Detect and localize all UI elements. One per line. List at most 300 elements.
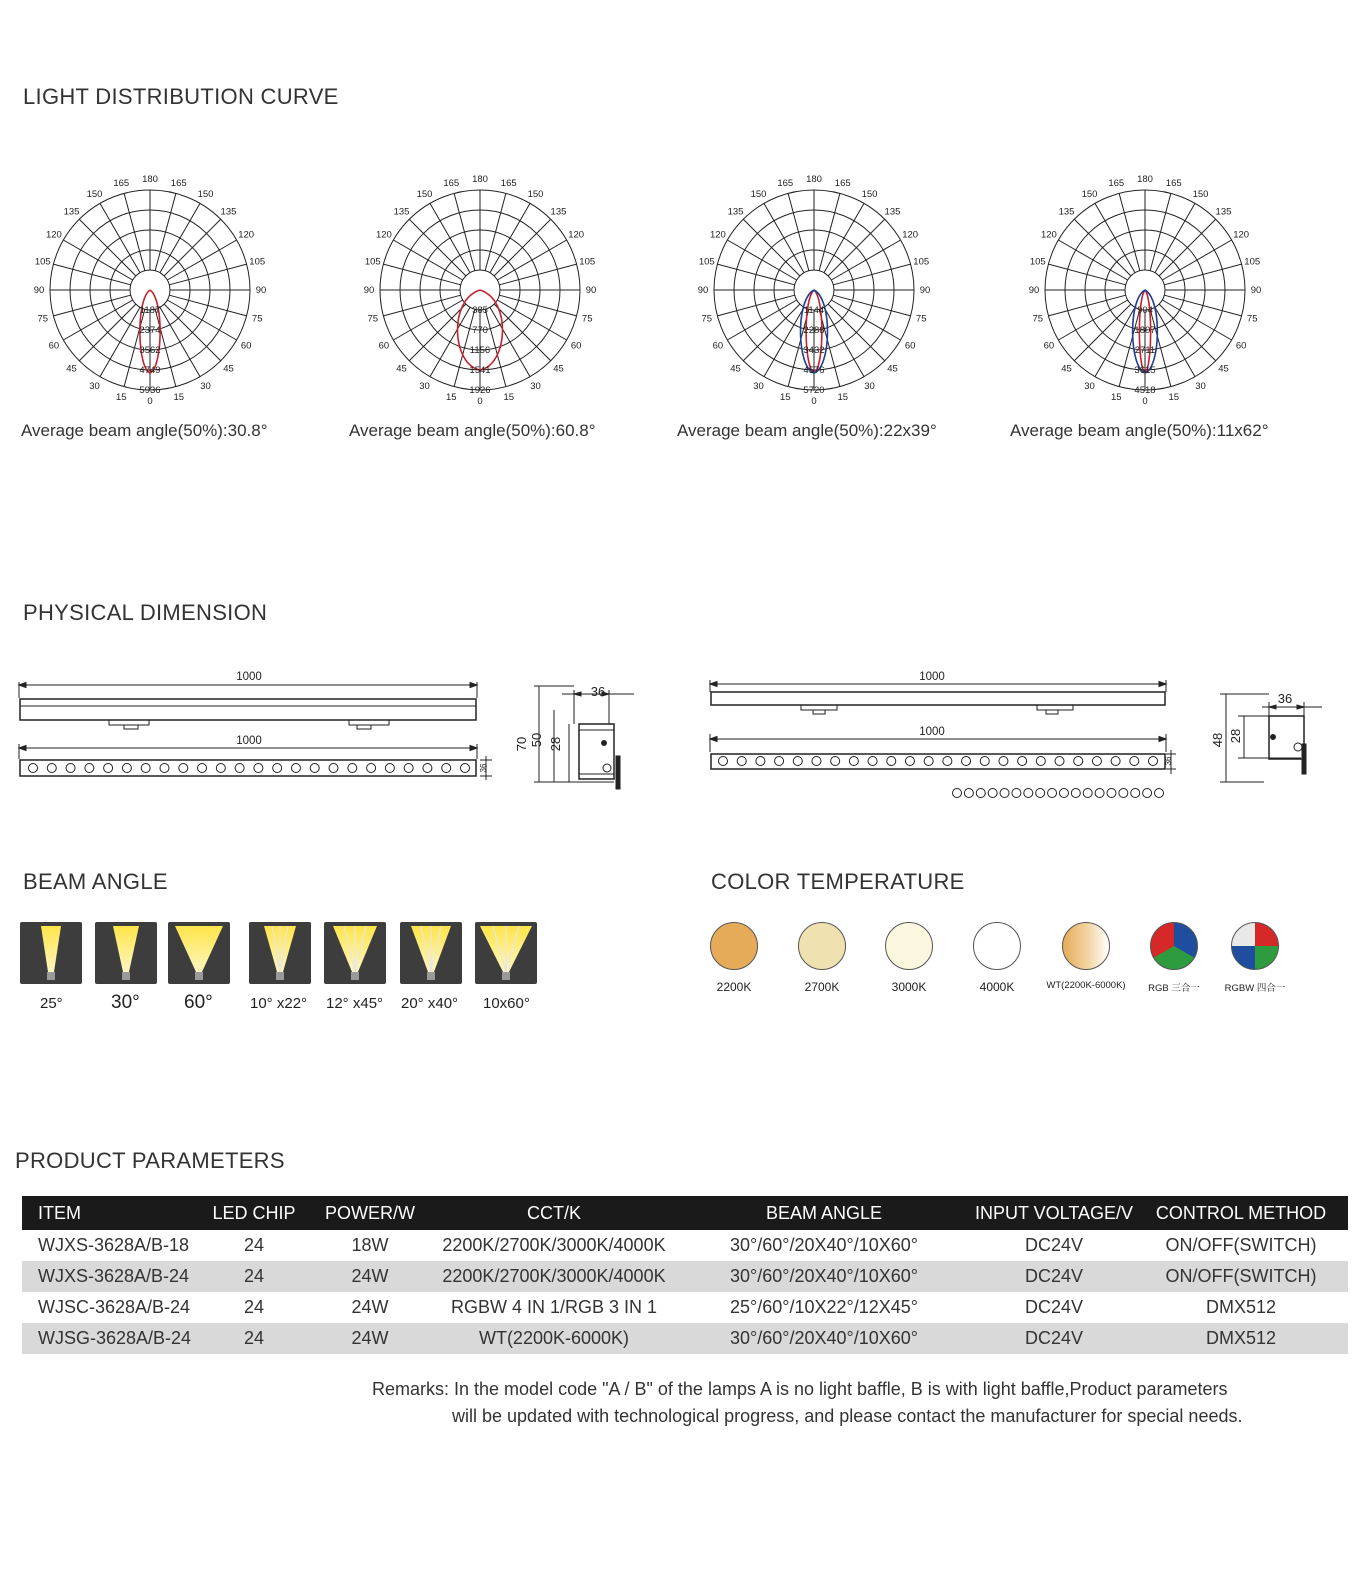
- grid-ray: [497, 240, 566, 280]
- cell-cct: 2200K/2700K/3000K/4000K: [434, 1261, 674, 1292]
- cell-control-method: DMX512: [1205, 1297, 1277, 1317]
- angle-tick-label: 150: [1192, 188, 1209, 200]
- table-row: [22, 1323, 1348, 1354]
- angle-tick-label: 75: [1032, 313, 1044, 325]
- cell-cct: 2200K/2700K/3000K/4000K: [442, 1235, 666, 1255]
- led-dot: [1036, 789, 1045, 798]
- beam-caption-2: Average beam angle(50%):60.8°: [349, 421, 596, 440]
- cct-2700k: [782, 922, 862, 994]
- cell-control-method: DMX512: [1134, 1323, 1348, 1354]
- led-dot: [988, 789, 997, 798]
- angle-tick-label: 30: [89, 381, 100, 393]
- led-dot: [924, 757, 933, 766]
- angle-tick-label: 60: [48, 340, 60, 352]
- cct-3000k: [869, 922, 949, 994]
- lamp-base: [427, 972, 435, 980]
- intensity-value: 3432: [803, 345, 825, 356]
- remarks-line-2: will be updated with technological progress, and please contact the manufacturer for special needs.: [452, 1406, 1243, 1426]
- beam-angle-title: BEAM ANGLE: [23, 869, 168, 894]
- grid-ray: [100, 307, 140, 376]
- led-dot: [1119, 789, 1128, 798]
- angle-tick-label: 45: [1061, 363, 1072, 375]
- led-dot: [104, 764, 113, 773]
- grid-ray: [764, 307, 804, 376]
- angle-tick-label: 60: [712, 340, 724, 352]
- angle-tick-label: 15: [1168, 392, 1180, 404]
- cct-label: 2700K: [804, 980, 840, 994]
- angle-tick-label: 90: [33, 285, 45, 296]
- dim-profile-width-right: 36: [1277, 691, 1293, 706]
- angle-tick-label: 45: [553, 363, 564, 375]
- grid-ray: [1058, 240, 1127, 280]
- intensity-value: 2711: [1134, 345, 1156, 356]
- grid-ray: [383, 295, 460, 316]
- cct-swatch: [885, 922, 933, 970]
- table-header-row: [22, 1196, 1348, 1230]
- cell-item: WJXS-3628A/B-24: [22, 1261, 202, 1292]
- angle-tick-label: 150: [527, 188, 544, 200]
- grid-ray: [824, 203, 864, 272]
- angle-tick-label: 15: [837, 392, 849, 404]
- grid-ray: [1074, 219, 1131, 276]
- grid-ray: [1048, 264, 1125, 285]
- angle-tick-label: 45: [730, 363, 741, 375]
- led-dot: [1055, 757, 1064, 766]
- angle-tick-label: 75: [251, 313, 263, 325]
- beam-label-25: 25°: [40, 995, 63, 1012]
- intensity-value: 1144: [803, 305, 825, 316]
- dim-height-28: 28: [548, 736, 563, 752]
- grid-ray: [100, 203, 140, 272]
- polar-chart-3: [689, 170, 939, 420]
- remarks: [372, 1376, 1332, 1430]
- dimension-drawing-right: [704, 664, 1334, 819]
- angle-tick-label: 30: [1195, 381, 1206, 393]
- grid-ray: [393, 300, 462, 340]
- grid-ray: [743, 304, 800, 361]
- led-dot: [964, 789, 973, 798]
- angle-tick-label: 150: [86, 188, 103, 200]
- angle-tick-label: 120: [238, 229, 255, 241]
- grid-ray: [485, 193, 506, 270]
- angle-tick-label: 150: [416, 188, 433, 200]
- product-parameters-table: [22, 1196, 1348, 1354]
- grid-ray: [497, 300, 566, 340]
- cct-label: WT(2200K-6000K): [1046, 980, 1126, 991]
- angle-tick-label: 135: [393, 206, 410, 218]
- cell-beam-angle: 30°/60°/20X40°/10X60°: [674, 1323, 974, 1354]
- grid-ray: [53, 264, 130, 285]
- polar-svg: [355, 170, 605, 415]
- led-dot: [999, 757, 1008, 766]
- cell-input-voltage: DC24V: [1024, 1235, 1084, 1255]
- led-dot: [310, 764, 319, 773]
- cell-control-method: ON/OFF(SWITCH): [1165, 1235, 1317, 1255]
- dim-top-length: 1000: [236, 671, 262, 683]
- led-dot: [291, 764, 300, 773]
- beam-caption-1: Average beam angle(50%):30.8°: [21, 421, 268, 440]
- dim-profile-width: 36: [590, 684, 606, 699]
- grid-ray: [1155, 307, 1195, 376]
- cct-swatch-rgbw: [1231, 922, 1279, 970]
- angle-tick-label: 60: [378, 340, 390, 352]
- angle-tick-label: 45: [66, 363, 77, 375]
- cell-item: WJXS-3628A/B-18: [38, 1235, 190, 1255]
- cct-label: RGBW 四合一: [1224, 983, 1286, 994]
- angle-tick-label: 75: [581, 313, 593, 325]
- cell-control-method: ON/OFF(SWITCH): [1134, 1261, 1348, 1292]
- product-parameters-title: PRODUCT PARAMETERS: [15, 1148, 285, 1173]
- angle-tick-label: 15: [115, 392, 127, 404]
- intensity-value: 1156: [469, 345, 491, 356]
- grid-ray: [430, 203, 470, 272]
- grid-ray: [1150, 193, 1171, 270]
- led-dot: [1024, 789, 1033, 798]
- beam-svg: [400, 922, 462, 984]
- beam-icon-25: [20, 922, 82, 989]
- led-dot: [1036, 757, 1045, 766]
- led-dot: [122, 764, 131, 773]
- angle-tick-label: 45: [396, 363, 407, 375]
- led-dot: [461, 764, 470, 773]
- intensity-value: 1926: [469, 385, 491, 396]
- cell-power: 24W: [306, 1261, 434, 1292]
- angle-tick-label: 165: [1165, 177, 1182, 189]
- angle-tick-label: 45: [887, 363, 898, 375]
- grid-ray: [383, 264, 460, 285]
- table-row: [22, 1261, 1348, 1292]
- angle-tick-label: 0: [147, 396, 153, 407]
- angle-tick-label: 105: [698, 256, 715, 268]
- angle-tick-label: 135: [727, 206, 744, 218]
- led-dot: [329, 764, 338, 773]
- led-dot: [1111, 757, 1120, 766]
- angle-tick-label: 15: [445, 392, 457, 404]
- cell-input-voltage: DC24V: [1024, 1297, 1084, 1317]
- dim-front-height: 36: [479, 763, 488, 773]
- angle-tick-label: 90: [919, 285, 931, 296]
- grid-ray: [717, 295, 794, 316]
- intensity-value: 1807: [1134, 325, 1156, 336]
- led-dot: [385, 764, 394, 773]
- dim-height-70: 70: [514, 736, 529, 752]
- lamp-base: [502, 972, 510, 980]
- grid-ray: [833, 264, 910, 285]
- cct-swatch: [710, 922, 758, 970]
- angle-tick-label: 75: [701, 313, 713, 325]
- led-dot: [1092, 757, 1101, 766]
- angle-tick-label: 120: [709, 229, 726, 241]
- beam-caption-3: Average beam angle(50%):22x39°: [677, 421, 937, 440]
- angle-tick-label: 150: [197, 188, 214, 200]
- grid-ray: [430, 307, 470, 376]
- intensity-value: 2374: [139, 325, 161, 336]
- header-item: ITEM: [22, 1196, 202, 1230]
- intensity-value: 5720: [803, 385, 825, 396]
- led-dot: [962, 757, 971, 766]
- angle-tick-label: 135: [1058, 206, 1075, 218]
- angle-tick-label: 90: [697, 285, 709, 296]
- table-row: [22, 1230, 1348, 1261]
- grid-ray: [164, 219, 221, 276]
- grid-ray: [1162, 300, 1231, 340]
- led-dot: [943, 757, 952, 766]
- led-dot: [737, 757, 746, 766]
- cct-swatch-rgb: [1150, 922, 1198, 970]
- angle-tick-label: 75: [37, 313, 49, 325]
- grid-ray: [1095, 203, 1135, 272]
- beam-label-30: 30°: [111, 992, 140, 1013]
- led-dot: [756, 757, 765, 766]
- grid-ray: [124, 193, 145, 270]
- led-dot: [1155, 789, 1164, 798]
- led-dot: [66, 764, 75, 773]
- grid-ray: [409, 219, 466, 276]
- beam-svg: [475, 922, 537, 984]
- table-row: [22, 1292, 1348, 1323]
- polar-chart-2: [355, 170, 605, 420]
- grid-ray: [499, 295, 576, 316]
- angle-tick-label: 165: [777, 177, 794, 189]
- grid-ray: [169, 264, 246, 285]
- angle-tick-label: 180: [472, 174, 488, 185]
- angle-tick-label: 60: [570, 340, 582, 352]
- beam-svg: [249, 922, 311, 984]
- angle-tick-label: 180: [142, 174, 158, 185]
- led-dot: [1107, 789, 1116, 798]
- angle-tick-label: 105: [249, 256, 266, 268]
- angle-tick-label: 105: [913, 256, 930, 268]
- led-dot: [254, 764, 263, 773]
- angle-tick-label: 105: [579, 256, 596, 268]
- grid-ray: [1162, 240, 1231, 280]
- grid-ray: [79, 304, 136, 361]
- dim-front-length: 1000: [236, 735, 262, 747]
- grid-ray: [764, 203, 804, 272]
- angle-tick-label: 105: [1029, 256, 1046, 268]
- angle-tick-label: 90: [585, 285, 597, 296]
- intensity-value: 904: [1137, 305, 1153, 316]
- led-dot: [85, 764, 94, 773]
- angle-tick-label: 165: [1108, 177, 1125, 189]
- beam-svg: [95, 922, 157, 984]
- intensity-value: 1187: [139, 305, 161, 316]
- grid-ray: [63, 300, 132, 340]
- grid-ray: [1074, 304, 1131, 361]
- dim-height-48: 48: [1210, 732, 1225, 748]
- header-cct: CCT/K: [434, 1196, 674, 1230]
- intensity-value: 3615: [1134, 365, 1156, 376]
- polar-chart-1: [25, 170, 275, 420]
- cell-power: 24W: [351, 1297, 389, 1317]
- dimension-drawing-left: [14, 664, 654, 809]
- cell-item: WJSG-3628A/B-24: [22, 1323, 202, 1354]
- cct-label: RGB 三合一: [1148, 983, 1200, 994]
- cell-led-chip: 24: [202, 1323, 306, 1354]
- grid-ray: [828, 304, 885, 361]
- led-dot: [348, 764, 357, 773]
- cell-power: 18W: [351, 1235, 389, 1255]
- beam-svg: [324, 922, 386, 984]
- angle-tick-label: 75: [367, 313, 379, 325]
- polar-svg: [25, 170, 275, 415]
- grid-ray: [490, 203, 530, 272]
- led-dot: [179, 764, 188, 773]
- grid-ray: [727, 240, 796, 280]
- lamp-base: [47, 972, 55, 980]
- led-dot: [1012, 789, 1021, 798]
- angle-tick-label: 120: [45, 229, 62, 241]
- intensity-value: 5936: [139, 385, 161, 396]
- angle-tick-label: 135: [220, 206, 237, 218]
- intensity-value: 1541: [469, 365, 491, 376]
- led-dot: [141, 764, 150, 773]
- angle-tick-label: 120: [568, 229, 585, 241]
- led-dot: [793, 757, 802, 766]
- angle-tick-label: 180: [806, 174, 822, 185]
- angle-tick-label: 150: [1081, 188, 1098, 200]
- angle-tick-label: 0: [811, 396, 817, 407]
- led-dot: [1130, 757, 1139, 766]
- led-dot: [47, 764, 56, 773]
- led-dot: [367, 764, 376, 773]
- dimension-svg-left: [14, 664, 654, 804]
- lamp-base: [276, 972, 284, 980]
- angle-tick-label: 150: [861, 188, 878, 200]
- cct-rgb: [1134, 922, 1214, 994]
- grid-ray: [1159, 219, 1216, 276]
- angle-tick-label: 165: [170, 177, 187, 189]
- beam-icon-10x60: [475, 922, 537, 989]
- polar-chart-4: [1020, 170, 1270, 420]
- beam-icon-30: [95, 922, 157, 989]
- cct-swatch: [798, 922, 846, 970]
- header-input-voltage: INPUT VOLTAGE/V: [974, 1196, 1134, 1230]
- angle-tick-label: 30: [200, 381, 211, 393]
- grid-ray: [831, 300, 900, 340]
- dim-height-50: 50: [529, 732, 544, 748]
- angle-tick-label: 15: [173, 392, 185, 404]
- intensity-value: 385: [472, 305, 488, 316]
- grid-ray: [1155, 203, 1195, 272]
- led-dot: [273, 764, 282, 773]
- beam-icon-12x45: [324, 922, 386, 989]
- led-dot: [887, 757, 896, 766]
- header-beam-angle: BEAM ANGLE: [674, 1196, 974, 1230]
- beam-caption-4: Average beam angle(50%):11x62°: [1010, 421, 1269, 440]
- angle-tick-label: 90: [1250, 285, 1262, 296]
- led-dot: [29, 764, 38, 773]
- angle-tick-label: 90: [363, 285, 375, 296]
- angle-tick-label: 105: [34, 256, 51, 268]
- led-dot: [1083, 789, 1092, 798]
- angle-tick-label: 30: [864, 381, 875, 393]
- cell-cct: RGBW 4 IN 1/RGB 3 IN 1: [450, 1297, 658, 1317]
- led-dot: [976, 789, 985, 798]
- led-dot: [1071, 789, 1080, 798]
- angle-tick-label: 135: [884, 206, 901, 218]
- cell-cct: WT(2200K-6000K): [434, 1323, 674, 1354]
- grid-ray: [393, 240, 462, 280]
- angle-tick-label: 0: [1142, 396, 1148, 407]
- led-dot: [953, 789, 962, 798]
- cell-input-voltage: DC24V: [974, 1323, 1134, 1354]
- cct-2200k: [694, 922, 774, 994]
- cct-wt: [1046, 922, 1126, 991]
- angle-tick-label: 165: [113, 177, 130, 189]
- led-dot: [980, 757, 989, 766]
- grid-ray: [169, 295, 246, 316]
- beam-label-20x40: 20° x40°: [401, 995, 459, 1012]
- cell-led-chip: 24: [202, 1261, 306, 1292]
- intensity-value: 2288: [803, 325, 825, 336]
- angle-tick-label: 135: [550, 206, 567, 218]
- led-dot: [831, 757, 840, 766]
- cct-swatch: [973, 922, 1021, 970]
- beam-svg: [20, 922, 82, 984]
- led-dot: [160, 764, 169, 773]
- color-temperature-title: COLOR TEMPERATURE: [711, 869, 965, 894]
- led-dot: [1048, 789, 1057, 798]
- grid-ray: [833, 295, 910, 316]
- dim-front-length-right: 1000: [919, 726, 945, 738]
- grid-ray: [1159, 304, 1216, 361]
- angle-tick-label: 90: [255, 285, 267, 296]
- dimension-svg-right: [704, 664, 1334, 814]
- grid-ray: [160, 307, 200, 376]
- led-dot: [812, 757, 821, 766]
- angle-tick-label: 120: [375, 229, 392, 241]
- led-dot: [442, 764, 451, 773]
- led-dot: [849, 757, 858, 766]
- grid-ray: [831, 240, 900, 280]
- beam-label-12x45: 12° x45°: [326, 995, 384, 1012]
- grid-ray: [743, 219, 800, 276]
- led-dot: [1095, 789, 1104, 798]
- angle-tick-label: 105: [364, 256, 381, 268]
- led-dot: [235, 764, 244, 773]
- cct-4000k: [957, 922, 1037, 994]
- led-dot: [868, 757, 877, 766]
- angle-tick-label: 15: [503, 392, 515, 404]
- grid-ray: [1164, 295, 1241, 316]
- angle-tick-label: 120: [902, 229, 919, 241]
- header-control-method: CONTROL METHOD: [1134, 1196, 1348, 1230]
- angle-tick-label: 120: [1040, 229, 1057, 241]
- angle-tick-label: 120: [1233, 229, 1250, 241]
- angle-tick-label: 75: [1246, 313, 1258, 325]
- grid-ray: [490, 307, 530, 376]
- led-dot: [404, 764, 413, 773]
- angle-tick-label: 30: [530, 381, 541, 393]
- dim-front-height-right: 36: [1164, 756, 1173, 766]
- led-dot: [905, 757, 914, 766]
- lamp-base: [351, 972, 359, 980]
- grid-ray: [164, 304, 221, 361]
- cct-label: 2200K: [716, 980, 752, 994]
- angle-tick-label: 0: [477, 396, 483, 407]
- grid-ray: [499, 264, 576, 285]
- intensity-value: 4518: [1134, 385, 1156, 396]
- angle-tick-label: 165: [834, 177, 851, 189]
- grid-ray: [63, 240, 132, 280]
- beam-svg: [168, 922, 230, 984]
- intensity-value: 4749: [139, 365, 161, 376]
- polar-svg: [1020, 170, 1270, 415]
- grid-ray: [79, 219, 136, 276]
- cell-item: WJSC-3628A/B-24: [38, 1297, 191, 1317]
- angle-tick-label: 150: [750, 188, 767, 200]
